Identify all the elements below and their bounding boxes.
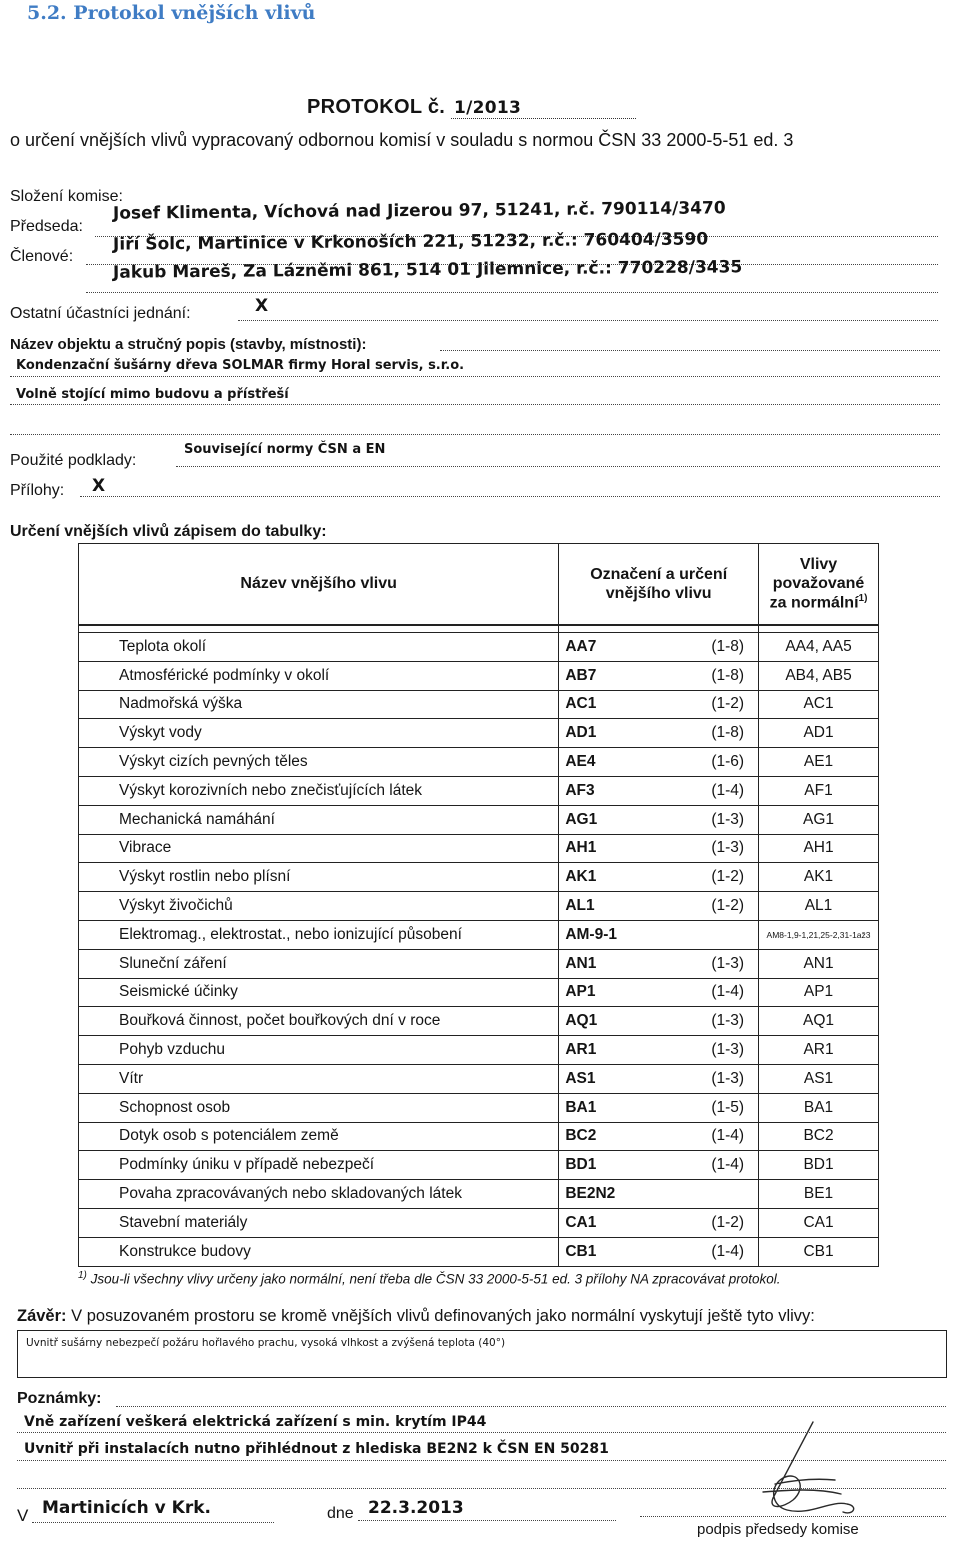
- object-line-0: [440, 350, 940, 351]
- influence-code: AR1: [565, 1041, 597, 1059]
- member-value-2: Jakub Mareš, Za Lázněmi 861, 514 01 Jilemnice, r.č.: 770228/3435: [112, 257, 743, 283]
- influence-code-cell: [559, 805, 759, 834]
- influence-normal: BA1: [759, 1093, 879, 1122]
- chair-label: Předseda:: [10, 218, 83, 235]
- influence-code-cell: [559, 1237, 759, 1266]
- influence-code-cell: [559, 719, 759, 748]
- influence-name: Vibrace: [79, 834, 559, 863]
- influence-code: AD1: [565, 724, 597, 742]
- influence-range: (1-3): [711, 1012, 745, 1030]
- influence-code-cell: [559, 920, 759, 949]
- conclusion-label: Závěr:: [17, 1307, 67, 1325]
- influence-code-cell: [559, 1151, 759, 1180]
- attachments-label: Přílohy:: [10, 482, 65, 499]
- influence-code: BA1: [565, 1098, 597, 1116]
- header-normal: [759, 544, 879, 626]
- commission-label: Složení komise:: [10, 188, 123, 205]
- table-row: [79, 1036, 879, 1065]
- influence-name: Výskyt korozivních nebo znečisťujících látek: [79, 776, 559, 805]
- influence-name: Výskyt rostlin nebo plísní: [79, 863, 559, 892]
- influence-code-cell: [559, 661, 759, 690]
- influence-name: Dotyk osob s potenciálem země: [79, 1122, 559, 1151]
- influence-normal: AL1: [759, 892, 879, 921]
- influence-code-cell: [559, 1122, 759, 1151]
- influence-name: Vítr: [79, 1064, 559, 1093]
- table-row: [79, 892, 879, 921]
- influence-code: AM-9-1: [565, 925, 617, 943]
- influence-code-cell: [559, 949, 759, 978]
- influence-normal: AP1: [759, 978, 879, 1007]
- notes-value-1: Vně zařízení veškerá elektrická zařízení s min. krytím IP44: [24, 1414, 487, 1430]
- table-row: [79, 920, 879, 949]
- table-spacer-row: [79, 625, 879, 633]
- table-row: [79, 633, 879, 662]
- influence-normal: AQ1: [759, 1007, 879, 1036]
- table-row: [79, 805, 879, 834]
- influence-range: (1-8): [711, 666, 745, 684]
- influence-code-cell: [559, 1064, 759, 1093]
- influence-code-cell: [559, 892, 759, 921]
- object-line-1: [10, 376, 940, 377]
- table-row: [79, 748, 879, 777]
- member-line-2: [86, 292, 938, 293]
- influence-normal: AR1: [759, 1036, 879, 1065]
- table-row: [79, 1208, 879, 1237]
- signature-mark: [735, 1420, 880, 1520]
- influence-normal: AC1: [759, 690, 879, 719]
- influence-name: Výskyt živočichů: [79, 892, 559, 921]
- influence-normal: AK1: [759, 863, 879, 892]
- influence-range: (1-8): [711, 724, 745, 742]
- attachments-line: [80, 496, 940, 497]
- influence-range: (1-2): [711, 897, 745, 915]
- table-row: [79, 1151, 879, 1180]
- influence-range: (1-2): [711, 695, 745, 713]
- table-footnote: [78, 1270, 781, 1287]
- table-row: [79, 1007, 879, 1036]
- influence-code-cell: [559, 1180, 759, 1209]
- influence-range: (1-3): [711, 1069, 745, 1087]
- conclusion-value: Uvnitř sušárny nebezpečí požáru hořlavého prachu, vysoká vlhkost a zvýšená teplota (40°): [26, 1337, 506, 1349]
- influence-normal: AN1: [759, 949, 879, 978]
- header-name: Název vnějšího vlivu: [79, 544, 559, 626]
- influence-range: (1-8): [711, 637, 745, 655]
- influence-code: AF3: [565, 781, 595, 799]
- influence-range: (1-2): [711, 868, 745, 886]
- influence-range: (1-4): [711, 781, 745, 799]
- table-row: [79, 949, 879, 978]
- notes-label: Poznámky:: [17, 1390, 102, 1407]
- influence-range: (1-2): [711, 1213, 745, 1231]
- documents-line: [176, 466, 940, 467]
- conclusion-line: [17, 1307, 815, 1326]
- influence-range: (1-3): [711, 1041, 745, 1059]
- influence-range: (1-5): [711, 1098, 745, 1116]
- influence-code-cell: [559, 776, 759, 805]
- date-value: 22.3.2013: [368, 1498, 464, 1518]
- header-normal-sup: 1): [858, 593, 868, 605]
- influence-normal: AM8-1,9-1,21,25-2,31-1až3: [759, 920, 879, 949]
- influence-name: Nadmořská výška: [79, 690, 559, 719]
- influence-code-cell: [559, 1208, 759, 1237]
- influence-rows: [79, 633, 879, 1267]
- object-label: Název objektu a stručný popis (stavby, místnosti):: [10, 336, 367, 353]
- influence-code: AE4: [565, 753, 596, 771]
- influence-code: BC2: [565, 1127, 597, 1145]
- influence-normal: AB4, AB5: [759, 661, 879, 690]
- influence-name: Mechanická namáhání: [79, 805, 559, 834]
- influence-code-cell: [559, 1036, 759, 1065]
- influence-code-cell: [559, 633, 759, 662]
- influence-code: CA1: [565, 1213, 597, 1231]
- influence-code: AK1: [565, 868, 597, 886]
- header-code: [559, 544, 759, 626]
- header-normal-line3: [759, 593, 878, 613]
- documents-label: Použité podklady:: [10, 452, 137, 469]
- table-header-row: [79, 544, 879, 626]
- influence-name: Elektromag., elektrostat., nebo ionizující působení: [79, 920, 559, 949]
- protocol-title-prefix: PROTOKOL č.: [307, 96, 446, 118]
- influence-range: (1-3): [711, 810, 745, 828]
- footnote-mark: 1): [78, 1270, 87, 1281]
- influence-range: (1-3): [711, 954, 745, 972]
- notes-value-2: Uvnitř při instalacích nutno přihlédnout z hlediska BE2N2 k ČSN EN 50281: [24, 1441, 609, 1457]
- table-row: [79, 1237, 879, 1266]
- influence-normal: CB1: [759, 1237, 879, 1266]
- object-value-1: Kondenzační šušárny dřeva SOLMAR firmy Horal servis, s.r.o.: [16, 358, 465, 373]
- influence-normal: CA1: [759, 1208, 879, 1237]
- conclusion-text: V posuzovaném prostoru se kromě vnějších vlivů definovaných jako normální vyskytují ještě tyto vlivy:: [71, 1307, 815, 1325]
- influence-normal: AF1: [759, 776, 879, 805]
- signature-caption: podpis předsedy komise: [697, 1521, 859, 1538]
- influence-range: (1-4): [711, 983, 745, 1001]
- others-value: X: [255, 296, 269, 316]
- others-line: [238, 320, 938, 321]
- conclusion-box: [17, 1330, 947, 1378]
- header-code-line1: Označení a určení: [590, 565, 728, 583]
- influence-name: Teplota okolí: [79, 633, 559, 662]
- header-normal-line1: Vlivy: [799, 556, 838, 574]
- notes-line-0: [116, 1406, 946, 1407]
- table-row: [79, 1122, 879, 1151]
- influence-name: Schopnost osob: [79, 1093, 559, 1122]
- header-code-line2: vnějšího vlivu: [605, 585, 712, 602]
- influence-code: AN1: [565, 954, 597, 972]
- influence-normal: BC2: [759, 1122, 879, 1151]
- place-prefix: V: [17, 1506, 29, 1525]
- table-row: [79, 1093, 879, 1122]
- table-row: [79, 1180, 879, 1209]
- influence-code-cell: [559, 1093, 759, 1122]
- object-value-2: Volně stojící mimo budovu a přístřeší: [16, 387, 289, 402]
- influence-code-cell: [559, 978, 759, 1007]
- influence-code-cell: [559, 863, 759, 892]
- object-line-2: [10, 404, 940, 405]
- table-row: [79, 661, 879, 690]
- date-line: [358, 1520, 616, 1521]
- influence-range: (1-6): [711, 753, 745, 771]
- influence-name: Konstrukce budovy: [79, 1237, 559, 1266]
- influence-name: Povaha zpracovávaných nebo skladovaných látek: [79, 1180, 559, 1209]
- influence-range: (1-4): [711, 1242, 745, 1260]
- influences-table: [78, 543, 879, 1267]
- influence-range: (1-4): [711, 1156, 745, 1174]
- influence-name: Stavební materiály: [79, 1208, 559, 1237]
- influence-normal: BD1: [759, 1151, 879, 1180]
- influence-code: AP1: [565, 983, 596, 1001]
- influence-name: Podmínky úniku v případě nebezpečí: [79, 1151, 559, 1180]
- influence-normal: AD1: [759, 719, 879, 748]
- influence-normal: AE1: [759, 748, 879, 777]
- date-label: dne: [327, 1505, 354, 1522]
- influence-range: (1-3): [711, 839, 745, 857]
- influence-normal: AG1: [759, 805, 879, 834]
- place-value: Martinicích v Krk.: [42, 1498, 211, 1518]
- table-row: [79, 863, 879, 892]
- chair-value: Josef Klimenta, Víchová nad Jizerou 97, 51241, r.č. 790114/3470: [112, 198, 726, 224]
- table-row: [79, 719, 879, 748]
- influence-code-cell: [559, 834, 759, 863]
- influence-name: Pohyb vzduchu: [79, 1036, 559, 1065]
- members-label: Členové:: [10, 248, 74, 265]
- table-row: [79, 834, 879, 863]
- influence-code: AS1: [565, 1069, 596, 1087]
- influence-code: AC1: [565, 695, 597, 713]
- influence-name: Bouřková činnost, počet bouřkových dní v roce: [79, 1007, 559, 1036]
- influence-name: Výskyt cizích pevných těles: [79, 748, 559, 777]
- documents-value: Související normy ČSN a EN: [184, 442, 386, 457]
- table-row: [79, 776, 879, 805]
- influence-code-cell: [559, 690, 759, 719]
- influence-name: Sluneční záření: [79, 949, 559, 978]
- attachments-value: X: [92, 476, 106, 496]
- header-normal-line3-text: za normální: [769, 594, 859, 612]
- header-normal-line2: považované: [772, 575, 865, 593]
- table-caption: Určení vnějších vlivů zápisem do tabulky:: [10, 523, 327, 540]
- influence-code: AL1: [565, 897, 595, 915]
- influence-code: AG1: [565, 810, 598, 828]
- influence-code-cell: [559, 748, 759, 777]
- footnote-text: Jsou-li všechny vlivy určeny jako normální, není třeba dle ČSN 33 2000-5-51 ed. 3 přílohy NA zpracovávat protokol.: [90, 1271, 781, 1287]
- influence-code: AQ1: [565, 1012, 598, 1030]
- place-line: [32, 1522, 274, 1523]
- influence-code: BE2N2: [565, 1185, 616, 1203]
- table-row: [79, 978, 879, 1007]
- influence-code: AA7: [565, 637, 597, 655]
- influence-name: Výskyt vody: [79, 719, 559, 748]
- table-row: [79, 690, 879, 719]
- influence-normal: AA4, AA5: [759, 633, 879, 662]
- protocol-subtitle: o určení vnějších vlivů vypracovaný odbornou komisí v souladu s normou ČSN 33 2000-5-51 ed. 3: [10, 130, 794, 150]
- object-line-3: [10, 434, 940, 435]
- influence-code: AB7: [565, 666, 597, 684]
- others-label: Ostatní účastníci jednání:: [10, 305, 191, 322]
- protocol-number: 1/2013: [451, 98, 636, 119]
- member-value-1: Jiří Šolc, Martinice v Krkonoších 221, 51232, r.č.: 760404/3590: [112, 229, 709, 255]
- protocol-title: [307, 96, 636, 119]
- section-heading: 5.2. Protokol vnějších vlivů: [27, 2, 316, 24]
- influence-code-cell: [559, 1007, 759, 1036]
- influence-code: CB1: [565, 1242, 597, 1260]
- influence-code: AH1: [565, 839, 597, 857]
- influence-normal: AH1: [759, 834, 879, 863]
- influence-normal: AS1: [759, 1064, 879, 1093]
- influence-code: BD1: [565, 1156, 597, 1174]
- influence-range: (1-4): [711, 1127, 745, 1145]
- influence-name: Atmosférické podmínky v okolí: [79, 661, 559, 690]
- influence-name: Seismické účinky: [79, 978, 559, 1007]
- table-row: [79, 1064, 879, 1093]
- influence-normal: BE1: [759, 1180, 879, 1209]
